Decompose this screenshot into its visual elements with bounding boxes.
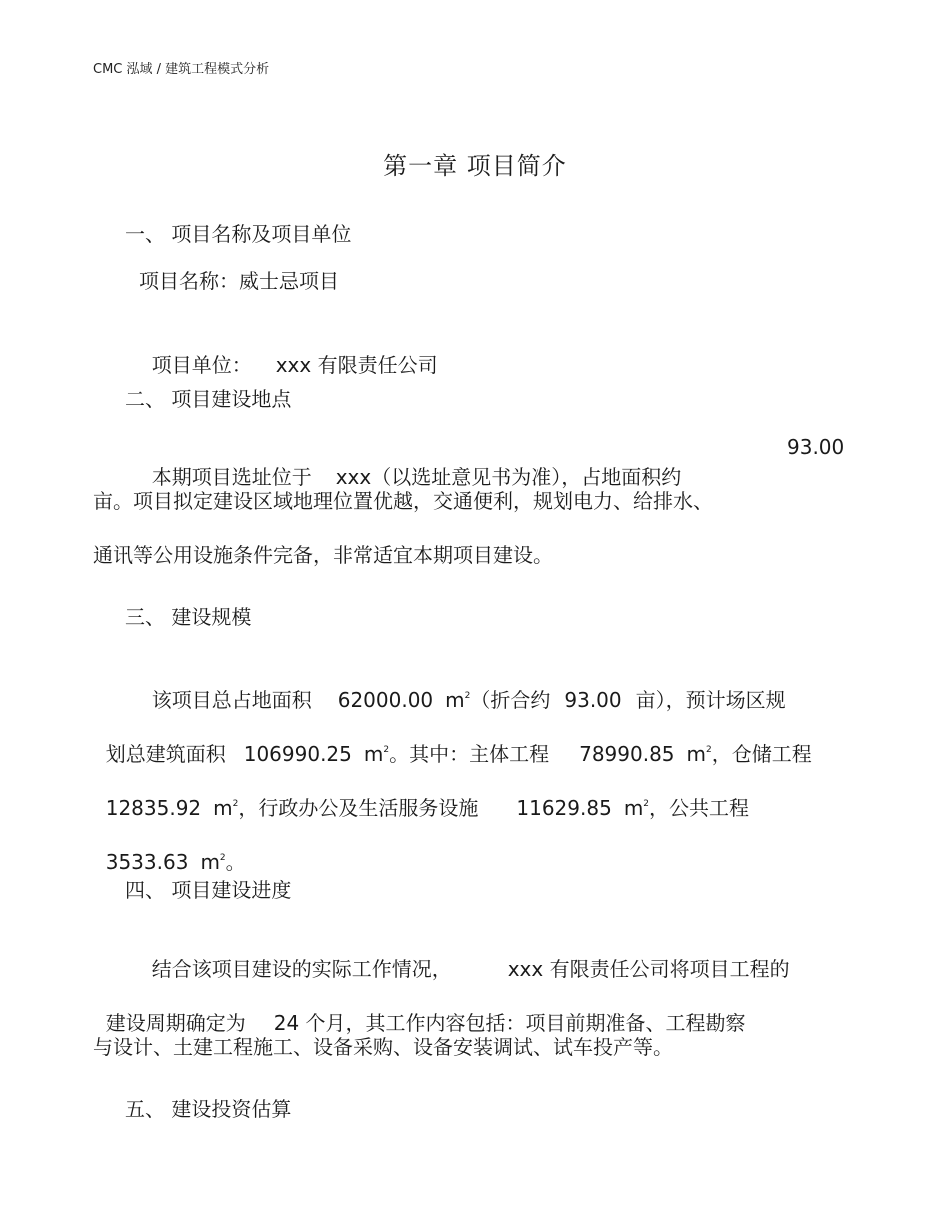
scale-text: ，仓储工程 — [711, 742, 812, 766]
running-header: CMC 泓域 / 建筑工程模式分析 — [93, 62, 270, 77]
scale-value: 78990.85 — [579, 742, 675, 766]
section-heading-3: 三、 建设规模 — [125, 605, 252, 629]
unit-m: m — [623, 796, 644, 820]
unit-m: m — [200, 850, 220, 874]
scale-text: 划总建筑面积 — [105, 742, 226, 766]
schedule-para-line-1 — [139, 924, 790, 984]
scale-text: 。 — [225, 850, 246, 874]
scale-value: 106990.25 — [243, 742, 352, 766]
unit-sup: 2 — [706, 745, 712, 755]
section-heading-5: 五、 建设投资估算 — [125, 1097, 292, 1121]
unit-m: m — [213, 796, 233, 820]
scale-text: （折合约 — [470, 688, 551, 712]
location-para-line-2: 亩。项目拟定建设区域地理位置优越，交通便利，规划电力、给排水、 — [93, 489, 713, 513]
scale-value: 12835.92 — [105, 796, 202, 820]
schedule-text: 结合该项目建设的实际工作情况， — [151, 957, 452, 981]
unit-sup: 2 — [383, 745, 390, 755]
scale-text: ，行政办公及生活服务设施 — [238, 796, 479, 820]
schedule-text: 建设周期确定为 — [105, 1011, 246, 1035]
section-heading-1: 一、 项目名称及项目单位 — [125, 222, 352, 246]
location-para-line-1 — [139, 432, 681, 492]
project-unit-line — [139, 320, 438, 380]
schedule-text: 24 个月，其工作内容包括：项目前期准备、工程勘察 — [273, 1011, 746, 1035]
unit-m: m — [445, 688, 465, 712]
scale-text: 该项目总占地面积 — [151, 688, 312, 712]
scale-value: 62000.00 — [337, 688, 434, 712]
schedule-para-line-2 — [93, 978, 746, 1038]
schedule-para-line-3: 与设计、土建工程施工、设备采购、设备安装调试、试车投产等。 — [93, 1035, 673, 1059]
unit-sup: 2 — [219, 853, 226, 863]
scale-text: 亩），预计场区规 — [635, 688, 786, 712]
location-area-value: 93.00 — [787, 435, 845, 459]
unit-m: m — [363, 742, 384, 766]
chapter-title: 第一章 项目简介 — [383, 152, 567, 180]
project-name-line: 项目名称：威士忌项目 — [139, 269, 339, 293]
location-text-a: 本期项目选址位于 — [151, 465, 312, 489]
scale-text: 。其中：主体工程 — [389, 742, 550, 766]
scale-value: 11629.85 — [516, 796, 612, 820]
section-heading-2: 二、 项目建设地点 — [125, 387, 292, 411]
unit-sup: 2 — [643, 799, 650, 809]
scale-value: 3533.63 — [105, 850, 189, 874]
schedule-text: xxx 有限责任公司将项目工程的 — [507, 957, 790, 981]
project-unit-label: 项目单位： — [151, 353, 252, 377]
location-para-line-3: 通讯等公用设施条件完备，非常适宜本期项目建设。 — [93, 543, 553, 567]
unit-sup: 2 — [464, 691, 471, 701]
section-heading-4: 四、 项目建设进度 — [125, 878, 292, 902]
scale-value: 93.00 — [564, 688, 622, 712]
location-text-b: xxx（以选址意见书为准），占地面积约 — [335, 465, 682, 489]
unit-m: m — [686, 742, 707, 766]
project-unit-value: xxx 有限责任公司 — [275, 353, 438, 377]
scale-text: ，公共工程 — [649, 796, 750, 820]
unit-sup: 2 — [232, 799, 239, 809]
scale-para-line-4 — [93, 813, 246, 877]
